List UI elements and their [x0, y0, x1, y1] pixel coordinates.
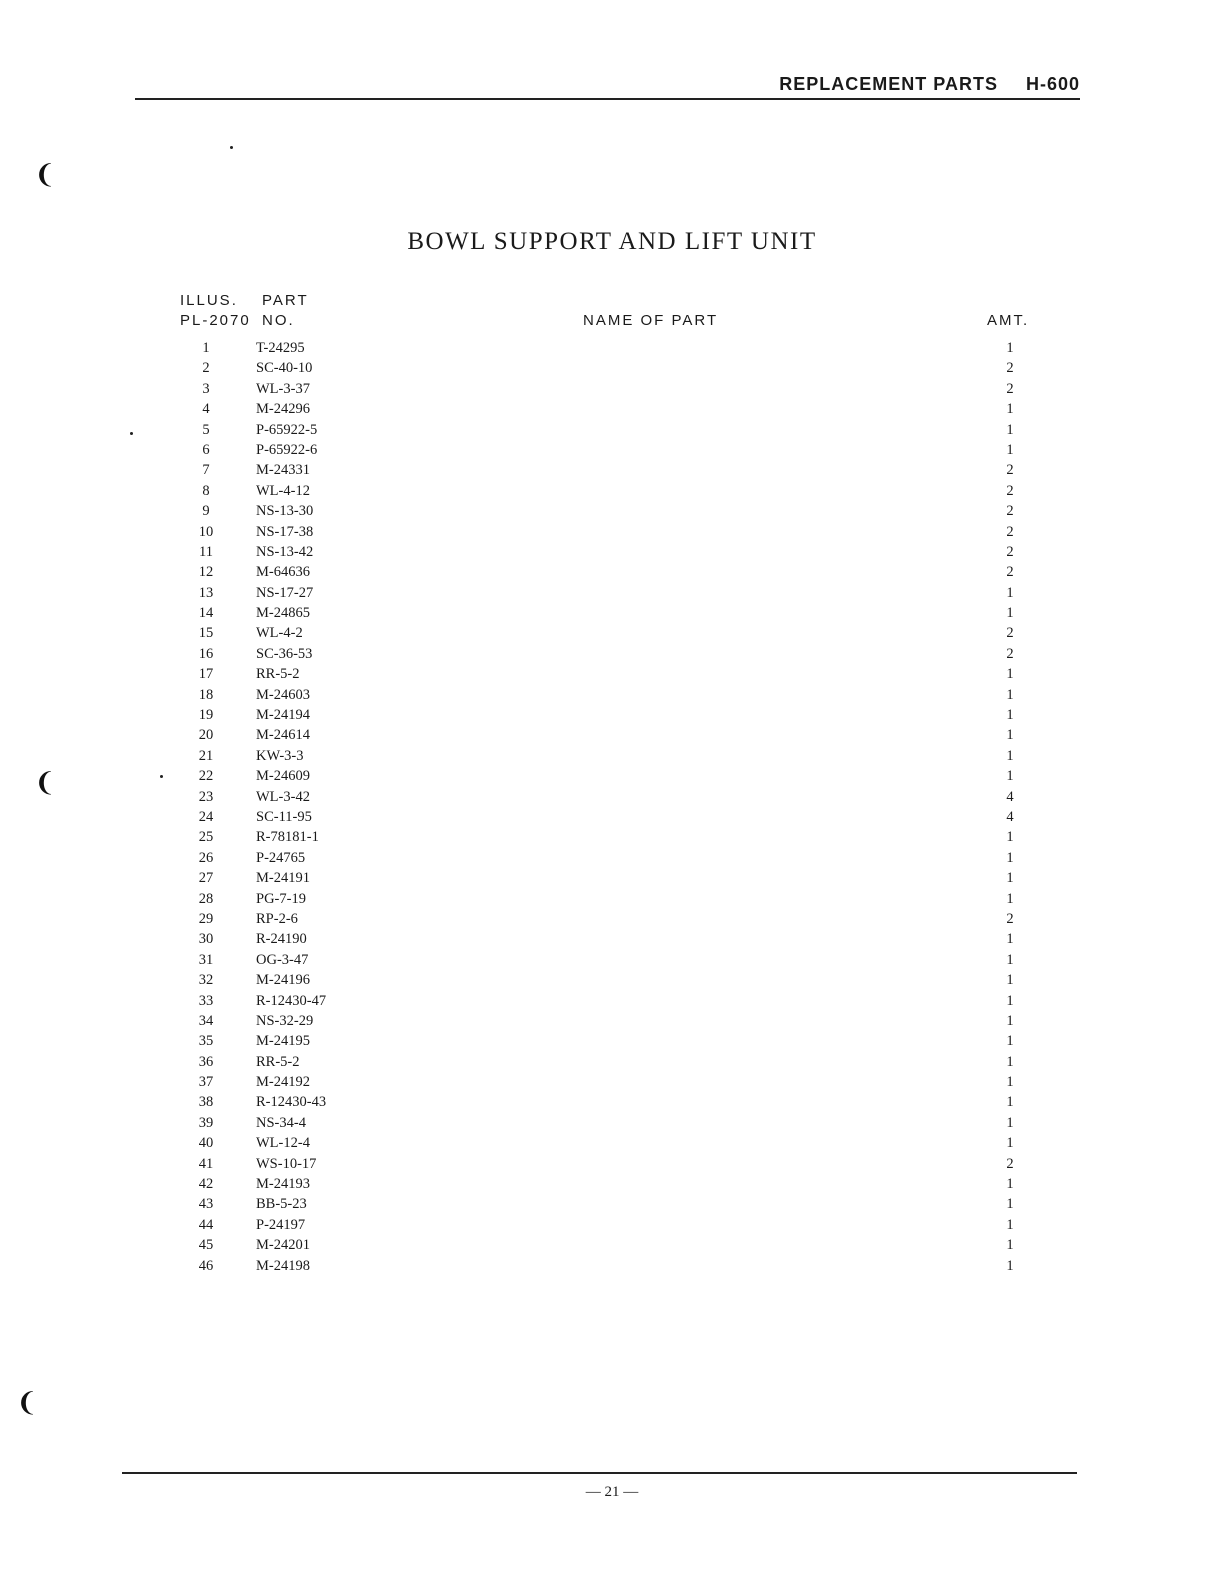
illus-number: 29	[198, 910, 214, 927]
amount: 1	[1006, 1033, 1014, 1050]
part-number: BB-5-23	[256, 1196, 307, 1213]
part-number: NS-32-29	[256, 1012, 314, 1029]
amount: 2	[1006, 910, 1014, 927]
part-number: M-24195	[256, 1033, 310, 1050]
table-row	[0, 358, 1224, 378]
illus-number: 12	[198, 564, 214, 581]
table-row	[0, 379, 1224, 399]
illus-number: 17	[198, 666, 214, 683]
page-number: — 21 —	[585, 1484, 639, 1500]
amount: 1	[1006, 707, 1014, 724]
table-row	[0, 664, 1224, 684]
table-row	[0, 950, 1224, 970]
table-row	[0, 1256, 1224, 1276]
table-row	[0, 623, 1224, 643]
illus-number: 13	[198, 584, 214, 601]
column-header-name: NAME OF PART	[583, 312, 719, 329]
illus-number: 28	[198, 890, 214, 907]
part-number: SC-11-95	[256, 808, 312, 825]
amount: 2	[1006, 625, 1014, 642]
amount: 2	[1006, 523, 1014, 540]
column-header-part-line2: NO.	[262, 312, 295, 329]
table-row	[0, 562, 1224, 582]
header-model: H-600	[1025, 74, 1080, 94]
table-row	[0, 766, 1224, 786]
illus-number: 23	[198, 788, 214, 805]
illus-number: 15	[198, 625, 214, 642]
parts-table	[0, 338, 1224, 1276]
illus-number: 9	[202, 503, 210, 520]
footer-rule	[122, 1472, 1077, 1474]
table-row	[0, 542, 1224, 562]
amount: 1	[1006, 1053, 1014, 1070]
amount: 1	[1006, 340, 1014, 356]
table-row	[0, 827, 1224, 847]
part-number: WL-4-12	[256, 482, 310, 499]
illus-number: 24	[198, 808, 214, 825]
table-row	[0, 868, 1224, 888]
illus-number: 14	[198, 605, 214, 622]
table-row	[0, 705, 1224, 725]
table-row	[0, 929, 1224, 949]
illus-number: 21	[198, 747, 214, 764]
illus-number: 25	[198, 829, 214, 846]
illus-number: 41	[198, 1155, 214, 1172]
column-header-illus	[180, 291, 251, 331]
illus-number: 38	[198, 1094, 214, 1111]
part-number: NS-34-4	[256, 1114, 306, 1131]
table-row	[0, 970, 1224, 990]
illus-number: 37	[198, 1074, 214, 1091]
part-number: M-24614	[256, 727, 310, 744]
amount: 1	[1006, 890, 1014, 907]
illus-number: 4	[202, 401, 210, 418]
table-row	[0, 1113, 1224, 1133]
table-row	[0, 460, 1224, 480]
column-header-illus-line2: PL-2070	[180, 312, 251, 329]
illus-number: 11	[199, 543, 213, 560]
amount: 1	[1006, 421, 1014, 438]
illus-number: 46	[198, 1257, 214, 1274]
part-number: M-24198	[256, 1257, 310, 1274]
table-row	[0, 725, 1224, 745]
illus-number: 2	[202, 360, 210, 377]
amount: 1	[1006, 1176, 1014, 1193]
amount: 1	[1006, 584, 1014, 601]
column-header-amt: AMT.	[987, 312, 1030, 329]
table-row	[0, 501, 1224, 521]
part-number: M-24196	[256, 972, 310, 989]
table-row	[0, 1011, 1224, 1031]
table-row	[0, 338, 1224, 358]
amount: 1	[1006, 686, 1014, 703]
part-number: NS-13-42	[256, 543, 314, 560]
amount: 1	[1006, 441, 1014, 458]
amount: 1	[1006, 1135, 1014, 1152]
amount: 2	[1006, 543, 1014, 560]
illus-number: 10	[198, 523, 214, 540]
part-number: P-65922-6	[256, 441, 318, 458]
part-number: M-24296	[256, 401, 310, 418]
part-number: T-24295	[256, 340, 305, 356]
amount: 1	[1006, 1114, 1014, 1131]
part-number: M-24609	[256, 768, 310, 785]
table-row	[0, 1072, 1224, 1092]
illus-number: 18	[198, 686, 214, 703]
illus-number: 16	[198, 645, 214, 662]
header-section: REPLACEMENT PARTS	[779, 74, 998, 94]
table-row	[0, 889, 1224, 909]
illus-number: 6	[202, 441, 210, 458]
binder-hole-mark-icon: ❨	[34, 160, 56, 189]
table-row	[0, 1031, 1224, 1051]
illus-number: 33	[198, 992, 214, 1009]
part-number: M-24865	[256, 605, 310, 622]
amount: 1	[1006, 870, 1014, 887]
illus-number: 45	[198, 1237, 214, 1254]
illus-number: 36	[198, 1053, 214, 1070]
amount: 4	[1006, 808, 1014, 825]
amount: 1	[1006, 727, 1014, 744]
illus-number: 44	[198, 1216, 214, 1233]
part-number: WL-4-2	[256, 625, 303, 642]
amount: 2	[1006, 503, 1014, 520]
illus-number: 39	[198, 1114, 214, 1131]
amount: 1	[1006, 829, 1014, 846]
table-row	[0, 807, 1224, 827]
amount: 1	[1006, 401, 1014, 418]
part-number: WL-3-37	[256, 380, 310, 397]
amount: 2	[1006, 564, 1014, 581]
part-number: M-24201	[256, 1237, 310, 1254]
part-number: M-24191	[256, 870, 310, 887]
illus-number: 19	[198, 707, 214, 724]
amount: 1	[1006, 1216, 1014, 1233]
table-row	[0, 603, 1224, 623]
page-title: BOWL SUPPORT AND LIFT UNIT	[407, 228, 817, 255]
amount: 2	[1006, 360, 1014, 377]
amount: 1	[1006, 1094, 1014, 1111]
table-row	[0, 583, 1224, 603]
amount: 1	[1006, 951, 1014, 968]
amount: 2	[1006, 482, 1014, 499]
illus-number: 35	[198, 1033, 214, 1050]
table-row	[0, 991, 1224, 1011]
amount: 1	[1006, 1237, 1014, 1254]
illus-number: 8	[202, 482, 210, 499]
table-row	[0, 420, 1224, 440]
part-number: WL-12-4	[256, 1135, 310, 1152]
table-row	[0, 399, 1224, 419]
illus-number: 43	[198, 1196, 214, 1213]
table-row	[0, 481, 1224, 501]
amount: 2	[1006, 1155, 1014, 1172]
illus-number: 20	[198, 727, 214, 744]
illus-number: 27	[198, 870, 214, 887]
part-number: KW-3-3	[256, 747, 304, 764]
amount: 1	[1006, 931, 1014, 948]
part-number: P-65922-5	[256, 421, 318, 438]
table-row	[0, 746, 1224, 766]
amount: 2	[1006, 645, 1014, 662]
illus-number: 42	[198, 1176, 214, 1193]
amount: 1	[1006, 1012, 1014, 1029]
part-number: RR-5-2	[256, 666, 300, 683]
table-row	[0, 1092, 1224, 1112]
part-number: M-24331	[256, 462, 310, 479]
part-number: SC-40-10	[256, 360, 313, 377]
amount: 1	[1006, 992, 1014, 1009]
table-row	[0, 787, 1224, 807]
table-row	[0, 1194, 1224, 1214]
part-number: M-24194	[256, 707, 310, 724]
part-number: NS-13-30	[256, 503, 314, 520]
amount: 1	[1006, 1257, 1014, 1274]
table-row	[0, 644, 1224, 664]
part-number: RP-2-6	[256, 910, 298, 927]
part-number: M-64636	[256, 564, 310, 581]
table-row	[0, 1235, 1224, 1255]
table-row	[0, 685, 1224, 705]
column-header-illus-line1: ILLUS.	[180, 292, 238, 309]
part-number: R-78181-1	[256, 829, 319, 846]
part-number: WL-3-42	[256, 788, 310, 805]
amount: 1	[1006, 605, 1014, 622]
part-number: NS-17-38	[256, 523, 314, 540]
amount: 1	[1006, 768, 1014, 785]
part-number: P-24765	[256, 849, 306, 866]
part-number: R-12430-43	[256, 1094, 327, 1111]
part-number: SC-36-53	[256, 645, 313, 662]
binder-hole-mark-icon: ❨	[34, 768, 56, 797]
illus-number: 31	[198, 951, 214, 968]
amount: 1	[1006, 972, 1014, 989]
part-number: M-24193	[256, 1176, 310, 1193]
binder-hole-mark-icon: ❨	[16, 1388, 38, 1417]
part-number: R-12430-47	[256, 992, 327, 1009]
speck-mark	[230, 146, 233, 149]
table-row	[0, 848, 1224, 868]
illus-number: 3	[202, 380, 210, 397]
table-row	[0, 440, 1224, 460]
illus-number: 1	[202, 340, 210, 356]
illus-number: 5	[202, 421, 210, 438]
table-row	[0, 909, 1224, 929]
part-number: M-24603	[256, 686, 310, 703]
part-number: M-24192	[256, 1074, 310, 1091]
part-number: R-24190	[256, 931, 307, 948]
table-row	[0, 1133, 1224, 1153]
amount: 1	[1006, 1074, 1014, 1091]
illus-number: 26	[198, 849, 214, 866]
illus-number: 34	[198, 1012, 214, 1029]
page-header	[700, 74, 1080, 95]
amount: 1	[1006, 666, 1014, 683]
part-number: WS-10-17	[256, 1155, 317, 1172]
table-row	[0, 1154, 1224, 1174]
part-number: NS-17-27	[256, 584, 314, 601]
table-row	[0, 522, 1224, 542]
amount: 1	[1006, 1196, 1014, 1213]
illus-number: 32	[198, 972, 214, 989]
header-rule	[135, 98, 1080, 100]
part-number: OG-3-47	[256, 951, 309, 968]
table-row	[0, 1174, 1224, 1194]
table-row	[0, 1215, 1224, 1235]
part-number: RR-5-2	[256, 1053, 300, 1070]
table-row	[0, 1052, 1224, 1072]
illus-number: 30	[198, 931, 214, 948]
amount: 1	[1006, 849, 1014, 866]
column-header-part-line1: PART	[262, 292, 309, 309]
amount: 4	[1006, 788, 1014, 805]
illus-number: 22	[198, 768, 214, 785]
illus-number: 40	[198, 1135, 214, 1152]
part-number: P-24197	[256, 1216, 306, 1233]
amount: 1	[1006, 747, 1014, 764]
amount: 2	[1006, 380, 1014, 397]
part-number: PG-7-19	[256, 890, 306, 907]
column-header-part-no	[262, 291, 309, 331]
amount: 2	[1006, 462, 1014, 479]
illus-number: 7	[202, 462, 210, 479]
